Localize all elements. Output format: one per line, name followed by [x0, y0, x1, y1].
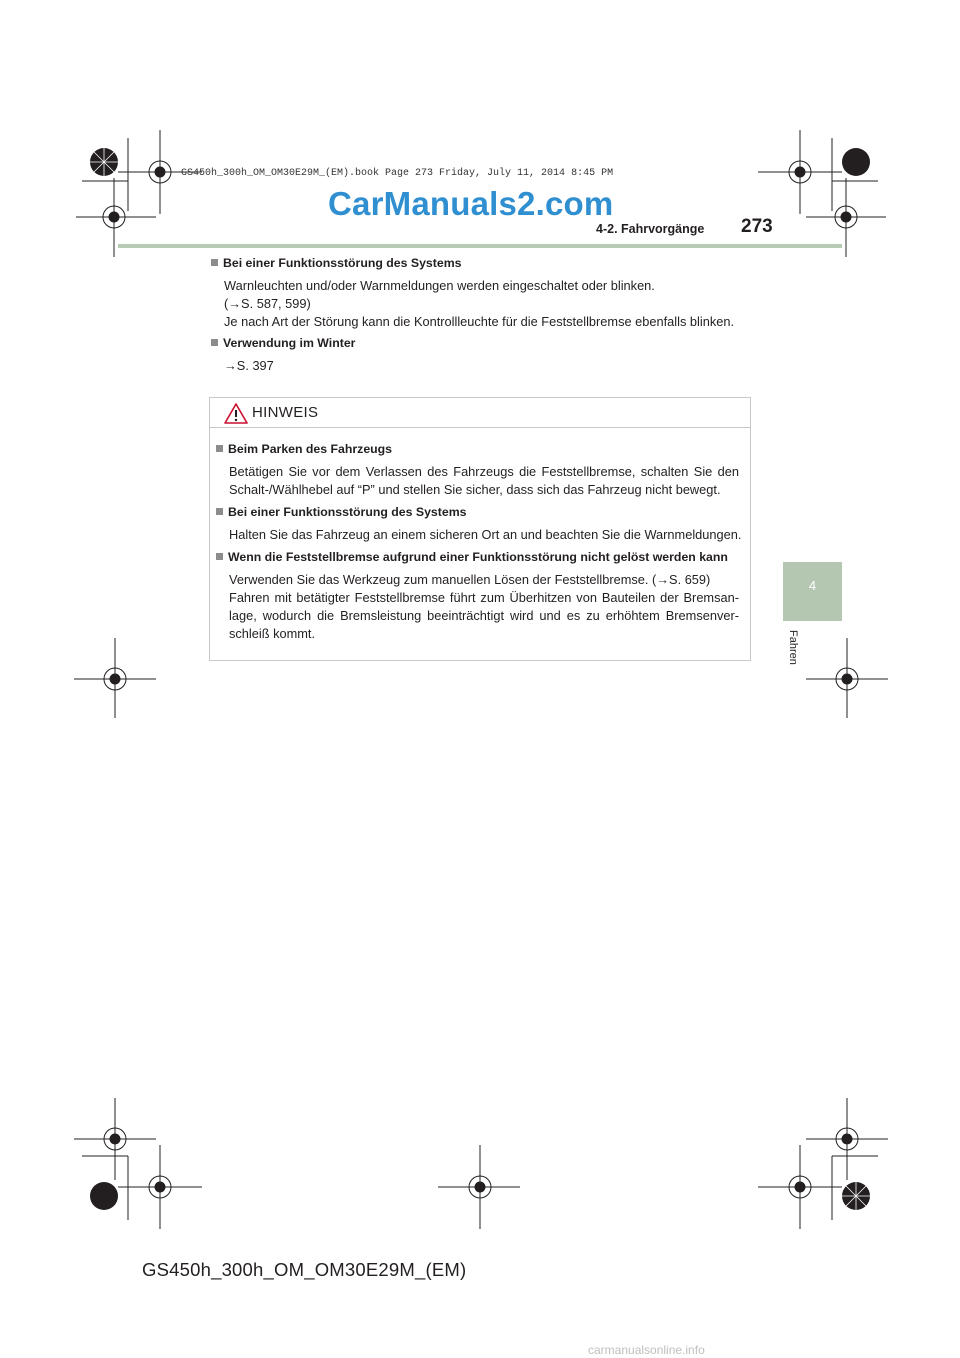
- section-title: 4-2. Fahrvorgänge: [596, 222, 705, 236]
- page-number: 273: [741, 216, 773, 237]
- model-code-footer: GS450h_300h_OM_OM30E29M_(EM): [142, 1259, 467, 1280]
- notice-item-text: Betätigen Sie vor dem Verlassen des Fahrzeugs die Feststellbremse, schalten Sie den Schalt-/Wählhebel auf “P” und stellen Sie sicher, dass sich das Fahrzeug nicht bewegt.: [229, 464, 739, 497]
- solid-circle-mark-bl: [90, 1182, 118, 1210]
- section-heading: [211, 256, 461, 270]
- crosshair-mark-br1: [806, 1098, 888, 1180]
- crosshair-mark-bl2: [118, 1145, 202, 1229]
- crosshair-mark-mr: [806, 638, 888, 718]
- bullet-square-icon: [211, 339, 218, 346]
- section-heading-text: Verwendung im Winter: [223, 336, 356, 350]
- notice-item-heading: [216, 550, 728, 564]
- crosshair-mark-ml: [74, 638, 156, 718]
- site-watermark-top: CarManuals2.com: [328, 185, 614, 222]
- page-reference: →S. 397: [224, 358, 274, 373]
- chapter-label: [770, 628, 818, 678]
- star-mark-tl: [90, 148, 118, 176]
- chapter-label-text: Fahren: [787, 630, 799, 665]
- notice-item-text: Halten Sie das Fahrzeug an einem sicheren Ort an und beachten Sie die Warnmeldungen.: [229, 527, 742, 542]
- star-mark-br: [842, 1182, 870, 1210]
- notice-item-heading: [216, 505, 466, 519]
- section-heading: [211, 336, 355, 350]
- bullet-square-icon: [216, 553, 223, 560]
- solid-circle-mark-tr: [842, 148, 870, 176]
- notice-item-line: Verwenden Sie das Werkzeug zum manuellen Lösen der Feststellbremse. (→S. 659): [229, 572, 711, 587]
- bullet-square-icon: [216, 445, 223, 452]
- chapter-tab-number: 4: [808, 578, 817, 593]
- header-rule: [118, 244, 842, 248]
- crosshair-mark-tr1: [758, 130, 842, 214]
- section-heading-text: Bei einer Funktionsstörung des Systems: [223, 256, 462, 270]
- section-body: [224, 357, 274, 375]
- body-line: Warnleuchten und/oder Warnmeldungen werden eingeschaltet oder blinken.: [224, 278, 655, 293]
- notice-item-text: Fahren mit betätigter Feststellbremse führt zum Überhitzen von Bauteilen der Bremsan-lage, wodurch die Bremsleistung beeinträchtigt wird und es zu erhöhtem Bremsenver-schleiß kommt.: [229, 590, 739, 641]
- notice-divider: [210, 427, 750, 428]
- crosshair-mark-br2: [758, 1145, 842, 1229]
- notice-item-heading-text: Bei einer Funktionsstörung des Systems: [228, 505, 467, 519]
- warning-triangle-icon: [224, 403, 248, 424]
- crosshair-mark-bl1: [74, 1098, 156, 1180]
- section-body: [224, 277, 764, 331]
- crosshair-mark-bc: [438, 1145, 520, 1229]
- site-watermark-bottom: carmanualsonline.info: [588, 1343, 705, 1357]
- bullet-square-icon: [211, 259, 218, 266]
- body-line: Je nach Art der Störung kann die Kontrollleuchte für die Feststellbremse ebenfalls blinken.: [224, 314, 735, 329]
- book-info-line: GS450h_300h_OM_OM30E29M_(EM).book Page 273 Friday, July 11, 2014 8:45 PM: [181, 168, 614, 179]
- notice-item-heading-text: Wenn die Feststellbremse aufgrund einer Funktionsstörung nicht gelöst werden kann: [228, 550, 728, 564]
- bullet-square-icon: [216, 508, 223, 515]
- notice-item-heading-text: Beim Parken des Fahrzeugs: [228, 442, 393, 456]
- notice-title: HINWEIS: [252, 404, 319, 421]
- notice-item-heading: [216, 442, 392, 456]
- body-line: (→S. 587, 599): [224, 296, 311, 311]
